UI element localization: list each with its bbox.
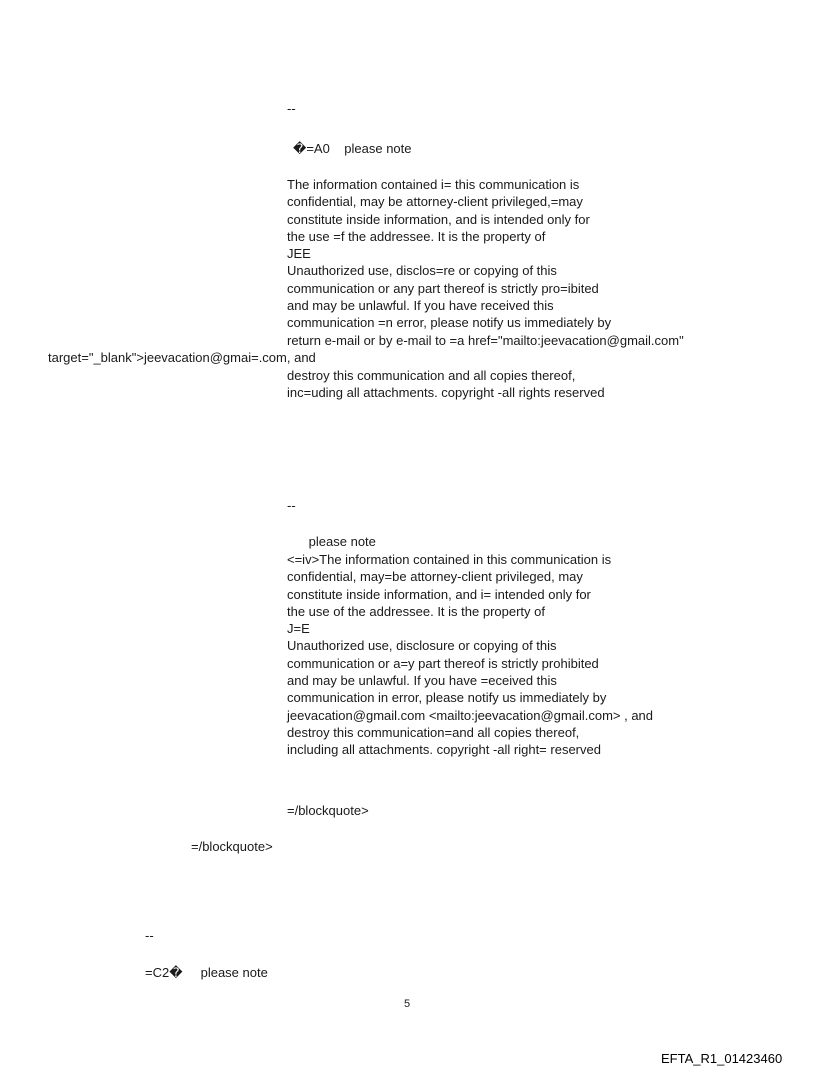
body-line: Unauthorized use, disclos=re or copying of this: [287, 263, 557, 279]
body-line: communication in error, please notify us immediately by: [287, 690, 607, 706]
body-line: destroy this communication=and all copies thereof,: [287, 724, 580, 740]
body-line: including all attachments. copyright -all right= reserved: [287, 742, 601, 758]
section3-dash: --: [145, 928, 154, 943]
section2-close-outer: =/blockquote>: [191, 839, 273, 854]
section2-close-inner: =/blockquote>: [287, 803, 369, 818]
body-line: Unauthorized use, disclosure or copying of this: [287, 638, 557, 654]
body-line: the use =f the addressee. It is the property of: [287, 228, 546, 244]
body-line: confidential, may be attorney-client privileged,=may: [287, 194, 583, 210]
document-id: EFTA_R1_01423460: [661, 1051, 783, 1066]
body-line: and may be unlawful. If you have =eceived this: [287, 673, 557, 689]
body-line: <=iv>The information contained in this communication is: [287, 552, 612, 567]
body-line: constitute inside information, and i= intended only for: [287, 586, 591, 602]
section1-body: [287, 176, 684, 349]
page-number: 5: [404, 998, 411, 1010]
body-line: and may be unlawful. If you have received this: [287, 298, 554, 314]
body-line: destroy this communication and all copies thereof,: [287, 368, 576, 383]
body-line: jeevacation@gmail.com <mailto:jeevacation@gmail.com> , and: [287, 707, 654, 723]
section1-dash: --: [287, 101, 296, 116]
section2-note: please note: [287, 534, 376, 549]
section3-note: =C2� please note: [145, 965, 268, 980]
body-line: inc=uding all attachments. copyright -all rights reserved: [287, 385, 605, 401]
body-line: the use of the addressee. It is the property of: [287, 603, 545, 619]
section2-body: [287, 551, 653, 759]
body-line: communication =n error, please notify us immediately by: [287, 315, 612, 331]
body-line: confidential, may=be attorney-client privileged, may: [287, 569, 583, 585]
section1-tail: [287, 367, 605, 402]
section2-dash: --: [287, 498, 296, 513]
body-line: JEE: [287, 246, 311, 262]
body-line: communication or a=y part thereof is strictly prohibited: [287, 655, 599, 671]
body-line: constitute inside information, and is intended only for: [287, 211, 590, 227]
body-line: communication or any part thereof is strictly pro=ibited: [287, 280, 599, 296]
body-line: return e-mail or by e-mail to =a href="mailto:jeevacation@gmail.com": [287, 332, 684, 348]
body-line: The information contained i= this communication is: [287, 177, 580, 192]
section1-note: �=A0 please note: [293, 141, 412, 156]
section1-wrapped-line: target="_blank">jeevacation@gmai=.com, and: [48, 350, 316, 365]
body-line: J=E: [287, 621, 310, 637]
